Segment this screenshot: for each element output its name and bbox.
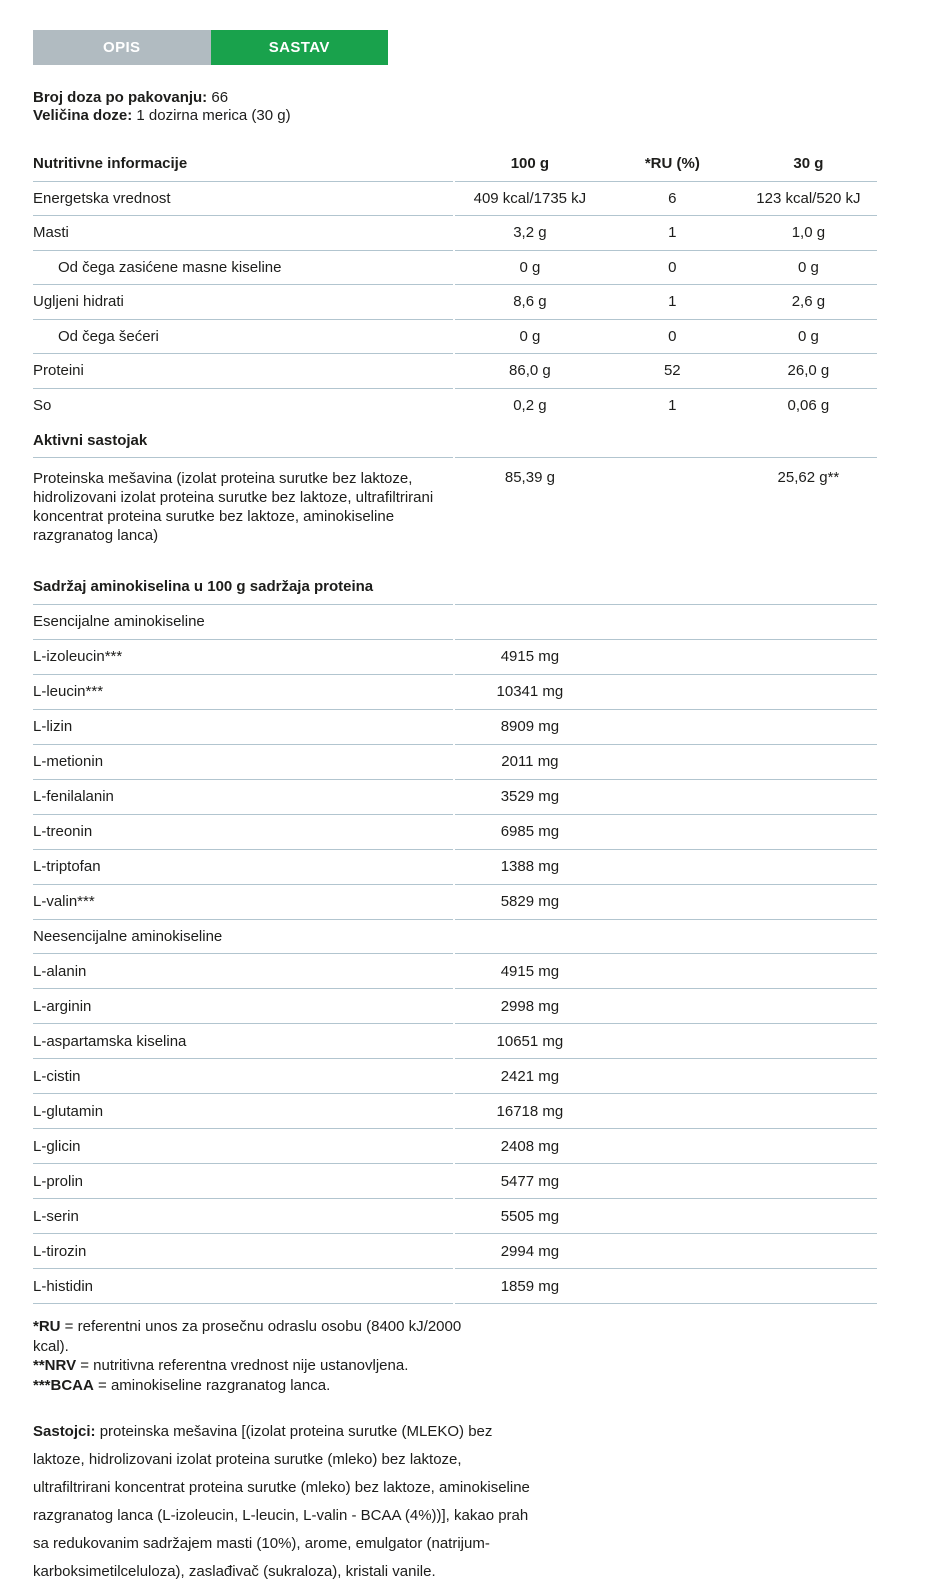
amino-acid-label: L-histidin <box>33 1269 453 1304</box>
footnote-marker: ***BCAA <box>33 1376 94 1394</box>
amino-acid-label: L-alanin <box>33 954 453 989</box>
nutrition-table-body <box>33 182 877 424</box>
table-row <box>33 251 877 286</box>
amino-acid-row <box>33 710 877 745</box>
amino-acid-value: 1388 mg <box>500 858 560 875</box>
amino-acid-row <box>33 1129 877 1164</box>
amino-acid-label: L-triptofan <box>33 850 453 885</box>
amino-acid-row <box>33 745 877 780</box>
active-ingredient-values <box>455 457 877 557</box>
doses-per-pack-value: 66 <box>211 89 229 106</box>
amino-acid-values <box>455 1024 877 1059</box>
value-30g: 25,62 g** <box>777 469 840 486</box>
amino-acid-values <box>455 989 877 1024</box>
amino-acid-values <box>455 1059 877 1094</box>
amino-acid-values <box>455 954 877 989</box>
amino-acid-label: L-prolin <box>33 1164 453 1199</box>
table-row <box>33 285 877 320</box>
col-header-100g: 100 g <box>510 155 550 173</box>
value-ru: 52 <box>663 362 681 380</box>
amino-acid-row <box>33 640 877 675</box>
value-100g: 0 g <box>519 327 541 345</box>
value-100g: 3,2 g <box>513 224 547 242</box>
amino-acid-values <box>455 815 877 850</box>
amino-acid-row <box>33 815 877 850</box>
footnote-marker: **NRV <box>33 1357 77 1374</box>
amino-acid-values <box>455 710 877 745</box>
amino-content-heading-row <box>33 557 877 605</box>
doses-per-pack-label: Broj doza po pakovanju: <box>33 89 208 106</box>
nutrient-values <box>455 182 877 217</box>
amino-acid-label: L-leucin*** <box>33 675 453 710</box>
value-100g: 0 g <box>519 258 541 276</box>
nutrient-label: Od čega šećeri <box>33 320 453 355</box>
amino-acid-row <box>33 850 877 885</box>
amino-acid-label: L-fenilalanin <box>33 780 453 815</box>
tab-sastav[interactable]: SASTAV <box>211 30 389 65</box>
value-30g: 26,0 g <box>787 362 830 380</box>
value-100g: 8,6 g <box>513 293 547 311</box>
value-30g: 2,6 g <box>791 293 826 311</box>
amino-section-title-spacer <box>455 920 877 955</box>
serving-size-value: 1 dozirna merica (30 g) <box>136 106 291 124</box>
value-100g: 86,0 g <box>509 362 551 380</box>
amino-section-title-spacer <box>455 605 877 640</box>
active-ingredient-label: Proteinska mešavina (izolat proteina surutke bez laktoze, hidrolizovani izolat proteina surutke bez laktoze, ultrafiltrirani koncentrat proteina surutke bez laktoze, aminokiseline razgranatog lanca) <box>33 457 453 557</box>
serving-size-label: Veličina doze: <box>33 106 133 124</box>
col-header-ru: *RU (%) <box>644 155 700 173</box>
amino-acid-value: 3529 mg <box>500 788 560 805</box>
amino-acid-row <box>33 1059 877 1094</box>
amino-acid-values <box>455 1199 877 1234</box>
nutrient-values <box>455 251 877 286</box>
amino-acid-values <box>455 1234 877 1269</box>
amino-acid-label: L-arginin <box>33 989 453 1024</box>
footnote-marker: *RU <box>33 1318 61 1335</box>
table-header-columns <box>455 147 877 182</box>
amino-acid-sections <box>33 605 877 1304</box>
nutrient-values <box>455 216 877 251</box>
amino-acid-label: L-aspartamska kiselina <box>33 1024 453 1059</box>
value-100g: 85,39 g <box>504 469 555 486</box>
table-row <box>33 216 877 251</box>
footnotes <box>33 1317 478 1395</box>
nutrient-values <box>455 285 877 320</box>
amino-acid-value: 2421 mg <box>500 1067 560 1085</box>
amino-acid-label: L-glicin <box>33 1129 453 1164</box>
footnote-line <box>33 1317 478 1356</box>
value-100g: 0,2 g <box>513 397 547 415</box>
amino-section-title: Neesencijalne aminokiseline <box>33 920 453 955</box>
ingredients-text: proteinska mešavina [(izolat proteina surutke (MLEKO) bez laktoze, hidrolizovani izolat proteina surutke (mleko) bez laktoze, ultrafiltrirani koncentrat proteina surutke (mleko) bez laktoze, aminokiseline razgranatog lanca (L-izoleucin, L-leucin, L-valin - BCAA (4%))], kakao prah sa redukovanim sadržajem masti (10%), arome, emulgator (natrijum-karboksimetilceluloza), zaslađivač (sukraloza), kristali vanile. <box>33 1423 530 1580</box>
ingredients-paragraph <box>33 1418 543 1586</box>
table-row <box>33 354 877 389</box>
amino-content-heading-spacer <box>455 557 877 605</box>
amino-acid-row <box>33 675 877 710</box>
amino-acid-value: 4915 mg <box>500 962 560 980</box>
tab-bar <box>33 30 388 65</box>
table-header-title: Nutritivne informacije <box>33 147 453 182</box>
amino-acid-values <box>455 745 877 780</box>
amino-acid-values <box>455 1129 877 1164</box>
amino-acid-value: 1859 mg <box>500 1277 560 1295</box>
amino-acid-row <box>33 989 877 1024</box>
value-30g: 0 g <box>797 258 819 276</box>
amino-acid-values <box>455 1164 877 1199</box>
amino-acid-value: 6985 mg <box>500 823 560 840</box>
amino-content-heading: Sadržaj aminokiselina u 100 g sadržaja proteina <box>33 557 453 605</box>
value-ru: 6 <box>668 189 677 207</box>
amino-acid-value: 10651 mg <box>496 1032 564 1050</box>
amino-acid-value: 2011 mg <box>501 753 559 770</box>
nutrient-label: Proteini <box>33 354 453 389</box>
amino-acid-row <box>33 780 877 815</box>
amino-acid-row <box>33 1234 877 1269</box>
amino-acid-value: 10341 mg <box>496 683 564 700</box>
amino-acid-label: L-glutamin <box>33 1094 453 1129</box>
amino-acid-label: L-valin*** <box>33 885 453 920</box>
amino-acid-value: 8909 mg <box>500 718 560 735</box>
doses-per-pack-line <box>33 89 910 107</box>
amino-acid-label: L-lizin <box>33 710 453 745</box>
table-header-row <box>33 147 877 182</box>
value-ru: 1 <box>668 293 677 311</box>
amino-acid-values <box>455 850 877 885</box>
amino-acid-values <box>455 1269 877 1304</box>
value-ru: 1 <box>668 397 677 415</box>
nutrient-label: Od čega zasićene masne kiseline <box>33 251 453 286</box>
amino-acid-value: 16718 mg <box>496 1102 564 1120</box>
nutrient-values <box>455 389 877 424</box>
value-30g: 0 g <box>797 327 819 345</box>
amino-acid-label: L-treonin <box>33 815 453 850</box>
serving-size-line <box>33 107 910 125</box>
nutrient-label: So <box>33 397 52 415</box>
amino-acid-row <box>33 1164 877 1199</box>
value-30g: 123 kcal/520 kJ <box>756 189 861 207</box>
nutrient-label: Ugljeni hidrati <box>33 285 453 320</box>
footnote-text: = referentni unos za prosečnu odraslu osobu (8400 kJ/2000 kcal). <box>33 1318 462 1355</box>
value-100g: 409 kcal/1735 kJ <box>473 189 587 207</box>
col-header-30g: 30 g <box>793 155 824 173</box>
amino-acid-label: L-izoleucin*** <box>33 640 453 675</box>
value-30g: 1,0 g <box>791 224 826 242</box>
value-30g: 0,06 g <box>787 397 830 415</box>
amino-acid-value: 2998 mg <box>500 997 560 1015</box>
amino-acid-row <box>33 1199 877 1234</box>
amino-acid-label: L-cistin <box>33 1059 453 1094</box>
footnote-line <box>33 1356 478 1376</box>
tab-opis[interactable]: OPIS <box>33 30 211 65</box>
nutrient-label: Energetska vrednost <box>33 182 453 217</box>
active-ingredient-row <box>33 457 877 557</box>
serving-info <box>33 89 910 124</box>
table-row <box>33 320 877 355</box>
amino-acid-value: 4915 mg <box>500 648 560 665</box>
amino-acid-value: 5829 mg <box>500 893 560 910</box>
amino-acid-values <box>455 885 877 920</box>
amino-acid-values <box>455 640 877 675</box>
amino-acid-row <box>33 1094 877 1129</box>
amino-acid-row <box>33 885 877 920</box>
amino-section-title-row <box>33 605 877 640</box>
amino-acid-value: 2408 mg <box>500 1137 560 1155</box>
nutrient-values <box>455 320 877 355</box>
amino-acid-value: 2994 mg <box>500 1242 560 1260</box>
amino-acid-value: 5477 mg <box>500 1172 560 1190</box>
amino-acid-values <box>455 675 877 710</box>
amino-acid-label: L-metionin <box>33 745 453 780</box>
footnote-text: = nutritivna referentna vrednost nije ustanovljena. <box>76 1357 409 1374</box>
amino-acid-label: L-serin <box>33 1199 453 1234</box>
table-row <box>33 182 877 217</box>
active-ingredient-heading: Aktivni sastojak <box>33 432 148 449</box>
amino-acid-row <box>33 1269 877 1304</box>
value-ru: 0 <box>668 258 677 276</box>
nutrient-label: Masti <box>33 216 453 251</box>
table-row <box>33 389 877 424</box>
amino-acid-values <box>455 1094 877 1129</box>
amino-acid-row <box>33 954 877 989</box>
footnote-line <box>33 1376 478 1396</box>
amino-section-title: Esencijalne aminokiseline <box>33 605 453 640</box>
ingredients-label: Sastojci: <box>33 1423 96 1440</box>
amino-acid-value: 5505 mg <box>500 1207 560 1225</box>
value-ru: 1 <box>668 224 677 242</box>
nutrient-values <box>455 354 877 389</box>
value-ru: 0 <box>668 327 677 345</box>
amino-acid-label: L-tirozin <box>33 1234 453 1269</box>
amino-acid-values <box>455 780 877 815</box>
nutrition-table <box>33 147 877 1304</box>
footnote-text: = aminokiseline razgranatog lanca. <box>93 1376 331 1394</box>
amino-section-title-row <box>33 920 877 955</box>
amino-acid-row <box>33 1024 877 1059</box>
